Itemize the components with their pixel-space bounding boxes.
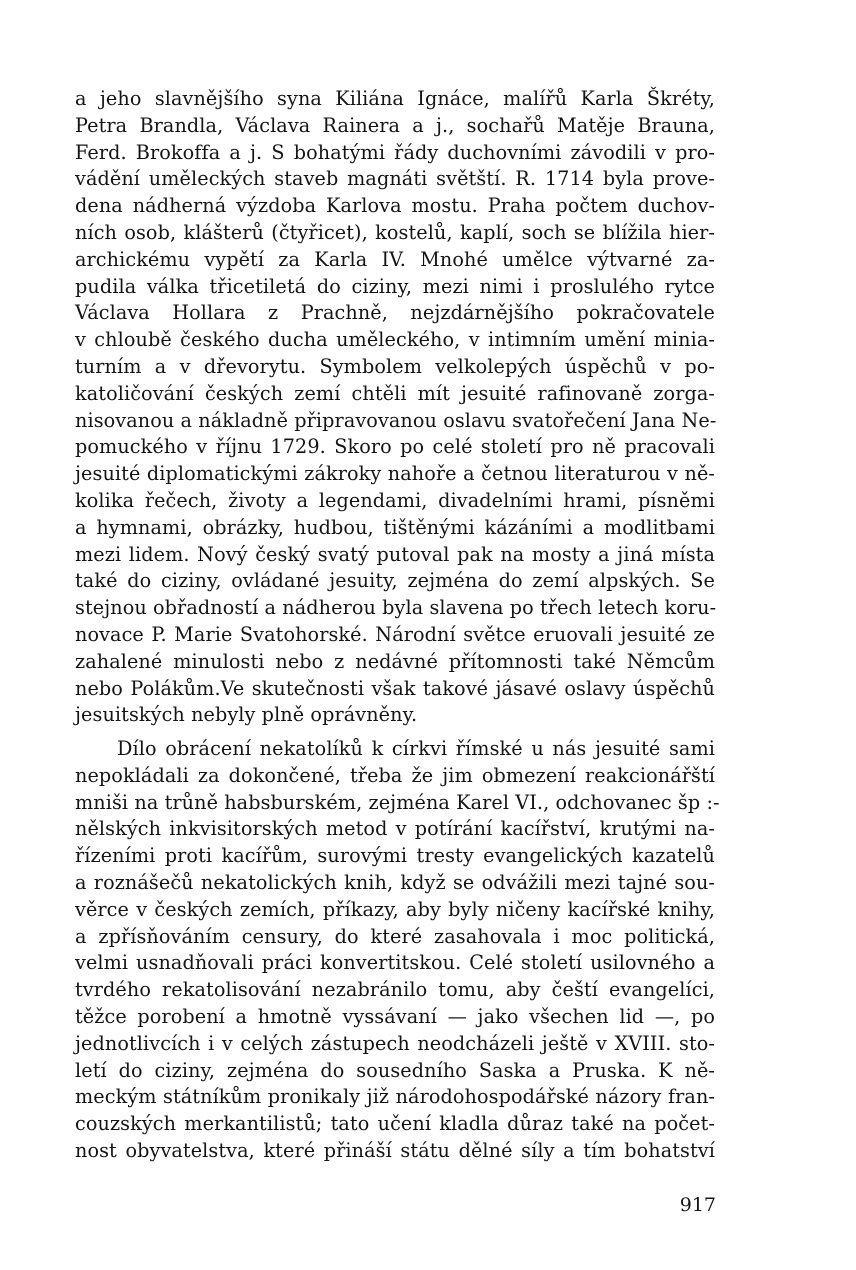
text-line: meckým státníkům pronikaly již národohospodářské názory fran- [75, 1085, 715, 1109]
text-line: v chloubě českého ducha uměleckého, v intimním umění minia- [75, 328, 715, 352]
text-line: zahalené minulosti nebo z nedávné přítomnosti také Němcům [75, 649, 715, 673]
text-line: věrce v českých zemích, příkazy, aby byly ničeny kacířské knihy, [75, 897, 715, 921]
text-line: také do ciziny, ovládané jesuity, zejména do zemí alpských. Se [75, 569, 715, 593]
text-line: letí do ciziny, zejména do sousedního Saska a Pruska. K ně- [75, 1058, 715, 1082]
text-line: jesuitských nebyly plně oprávněny. [75, 703, 418, 727]
text-line: vádění uměleckých staveb magnáti světští. R. 1714 byla prove- [75, 167, 715, 191]
page-number: 917 [679, 1194, 716, 1216]
text-line: nost obyvatelstva, které přináší státu dělné síly a tím bohatství [75, 1138, 715, 1162]
text-line: a roznášečů nekatolických knih, když se odvážili mezi tajné sou- [75, 870, 715, 894]
text-line: nepokládali za dokončené, třeba že jim obmezení reakcionářští [75, 763, 715, 787]
paragraph-1 [75, 86, 715, 729]
text-line: pomuckého v říjnu 1729. Skoro po celé století pro ně pracovali [75, 435, 715, 459]
text-line: dena nádherná výzdoba Karlova mostu. Praha počtem duchov- [75, 194, 715, 218]
text-line: couzských merkantilistů; tato učení kladla důraz také na počet- [75, 1112, 715, 1136]
text-line: a hymnami, obrázky, hudbou, tištěnými kázáními a modlitbami [75, 515, 715, 539]
text-line: Dílo obrácení nekatolíků k církvi římské u nás jesuité sami [117, 737, 715, 760]
text-line: katoličování českých zemí chtěli mít jesuité rafinovaně zorga- [75, 381, 715, 405]
text-line: a zpřísňováním censury, do které zasahovala i moc politická, [75, 924, 715, 948]
paragraph-2 [75, 736, 720, 1165]
text-line: ních osob, klášterů (čtyřicet), kostelů, kaplí, soch se blížila hier- [75, 220, 715, 244]
text-line: turním a v dřevorytu. Symbolem velkolepých úspěchů v po- [75, 354, 715, 378]
text-line: nělských inkvisitorských metod v potírání kacířství, krutými na- [75, 817, 715, 841]
text-line: řízeními proti kacířům, surovými tresty evangelických kazatelů [75, 844, 715, 868]
text-line: mezi lidem. Nový český svatý putoval pak na mosty a jiná místa [75, 542, 715, 566]
text-line: těžce porobení a hmotně vyssávaní — jako všechen lid —, po [75, 1004, 715, 1028]
text-line: Václava Hollara z Prachně, nejzdárnějšího pokračovatele [75, 301, 715, 325]
text-line: kolika řečech, životy a legendami, divadelními hrami, písněmi [75, 488, 715, 512]
text-line: stejnou obřadností a nádherou byla slavena po třech letech koru- [75, 596, 717, 620]
text-line: Ferd. Brokoffa a j. S bohatými řády duchovními závodili v pro- [75, 140, 715, 164]
text-line: jednotlivcích i v celých zástupech neodcházeli ještě v XVIII. sto- [75, 1031, 715, 1055]
text-line: velmi usnadňovali práci konvertitskou. Celé století usilovného a [75, 951, 715, 975]
text-line: a jeho slavnějšího syna Kiliána Ignáce, malířů Karla Škréty, [75, 87, 715, 110]
text-line: tvrdého rekatolisování nezabránilo tomu, aby čeští evangelíci, [75, 978, 715, 1002]
text-line: archickému vypětí za Karla IV. Mnohé umělce výtvarné za- [75, 247, 715, 271]
text-line: nisovanou a nákladně připravovanou oslavu svatořečení Jana Ne- [75, 408, 717, 432]
text-line: mniši na trůně habsburském, zejména Karel VI., odchovanec šp :- [75, 790, 720, 814]
text-line: jesuité diplomatickými zákroky nahoře a četnou literaturou v ně- [75, 462, 715, 486]
text-line: Petra Brandla, Václava Rainera a j., sochařů Matěje Brauna, [75, 113, 715, 137]
text-line: pudila válka třicetiletá do ciziny, mezi nimi i proslulého rytce [75, 274, 715, 298]
text-line: nebo Polákům.Ve skutečnosti však takové jásavé oslavy úspěchů [75, 676, 715, 700]
text-line: novace P. Marie Svatohorské. Národní světce eruovali jesuité ze [75, 622, 715, 646]
